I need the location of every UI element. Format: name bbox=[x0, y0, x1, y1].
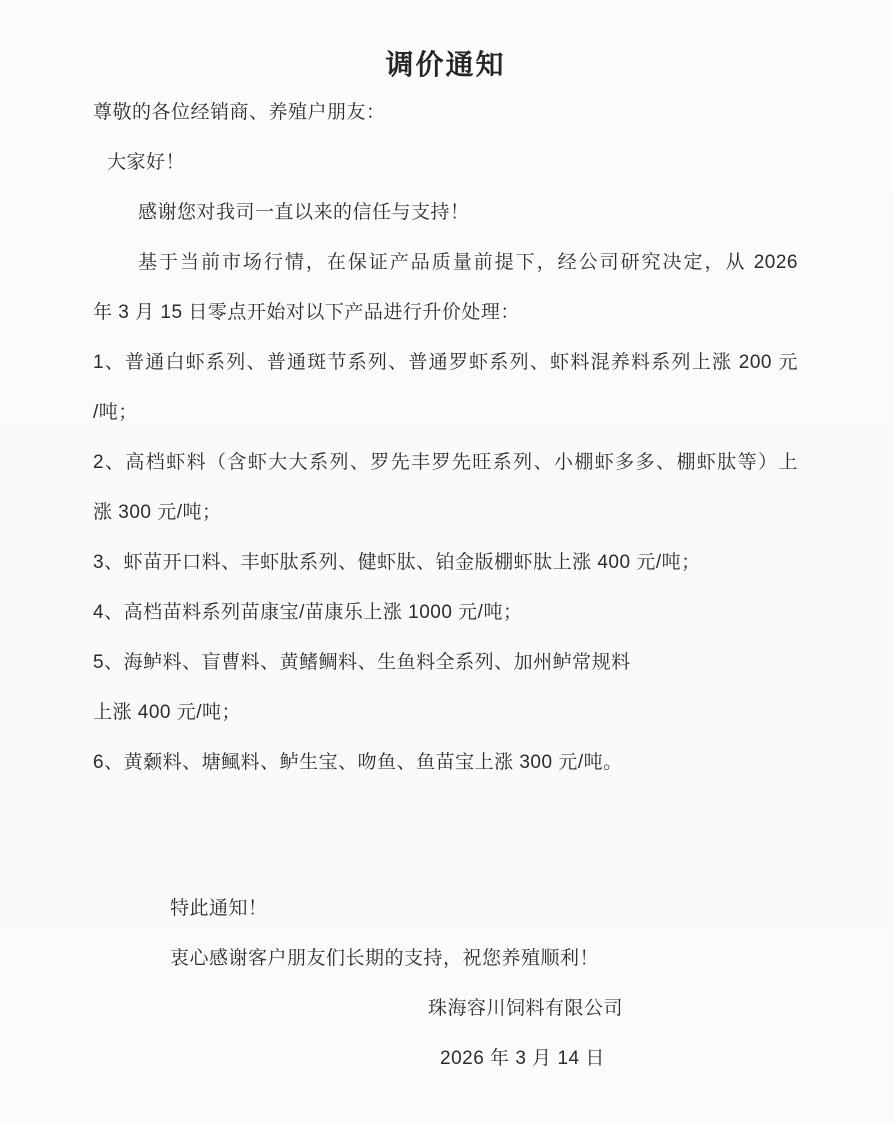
intro-line-2: 年 3 月 15 日零点开始对以下产品进行升价处理： bbox=[93, 302, 520, 323]
closing-notice-line: 特此通知！ bbox=[170, 898, 268, 919]
price-item-5 bbox=[93, 650, 798, 726]
thanks-line: 感谢您对我司一直以来的信任与支持！ bbox=[138, 202, 470, 223]
closing-thanks-line: 衷心感谢客户朋友们长期的支持，祝您养殖顺利！ bbox=[170, 948, 600, 969]
vertical-spacer bbox=[93, 800, 798, 896]
price-item-2-line-1: 2、高档虾料（含虾大大系列、罗先丰罗先旺系列、小棚虾多多、棚虾肽等）上 bbox=[93, 452, 798, 473]
price-item-5-line-2: 上涨 400 元/吨； bbox=[93, 702, 242, 723]
price-item-6 bbox=[93, 750, 798, 776]
price-item-1-line-2: /吨； bbox=[93, 402, 138, 423]
company-signature: 珠海容川饲料有限公司 bbox=[428, 998, 624, 1019]
closing-block bbox=[93, 896, 798, 972]
greeting-line: 大家好！ bbox=[107, 152, 186, 173]
price-item-2 bbox=[93, 450, 798, 526]
signature-date: 2026 年 3 月 14 日 bbox=[440, 1048, 605, 1069]
price-item-4-line-1: 4、高档苗料系列苗康宝/苗康乐上涨 1000 元/吨； bbox=[93, 602, 523, 623]
price-item-1 bbox=[93, 350, 798, 426]
price-item-2-line-2: 涨 300 元/吨； bbox=[93, 502, 222, 523]
price-item-3 bbox=[93, 550, 798, 576]
price-item-6-line-1: 6、黄颡料、塘鲺料、鲈生宝、吻鱼、鱼苗宝上涨 300 元/吨。 bbox=[93, 752, 623, 773]
price-item-5-line-1: 5、海鲈料、盲曹料、黄鳍鲷料、生鱼料全系列、加州鲈常规料 bbox=[93, 652, 631, 673]
price-item-4 bbox=[93, 600, 798, 626]
page-title: 调价通知 bbox=[385, 49, 506, 80]
price-item-1-line-1: 1、普通白虾系列、普通斑节系列、普通罗虾系列、虾料混养料系列上涨 200 元 bbox=[93, 352, 798, 373]
price-item-3-line-1: 3、虾苗开口料、丰虾肽系列、健虾肽、铂金版棚虾肽上涨 400 元/吨； bbox=[93, 552, 701, 573]
salutation-line: 尊敬的各位经销商、养殖户朋友： bbox=[93, 102, 386, 123]
intro-line-1: 基于当前市场行情，在保证产品质量前提下，经公司研究决定，从 2026 bbox=[138, 252, 798, 273]
